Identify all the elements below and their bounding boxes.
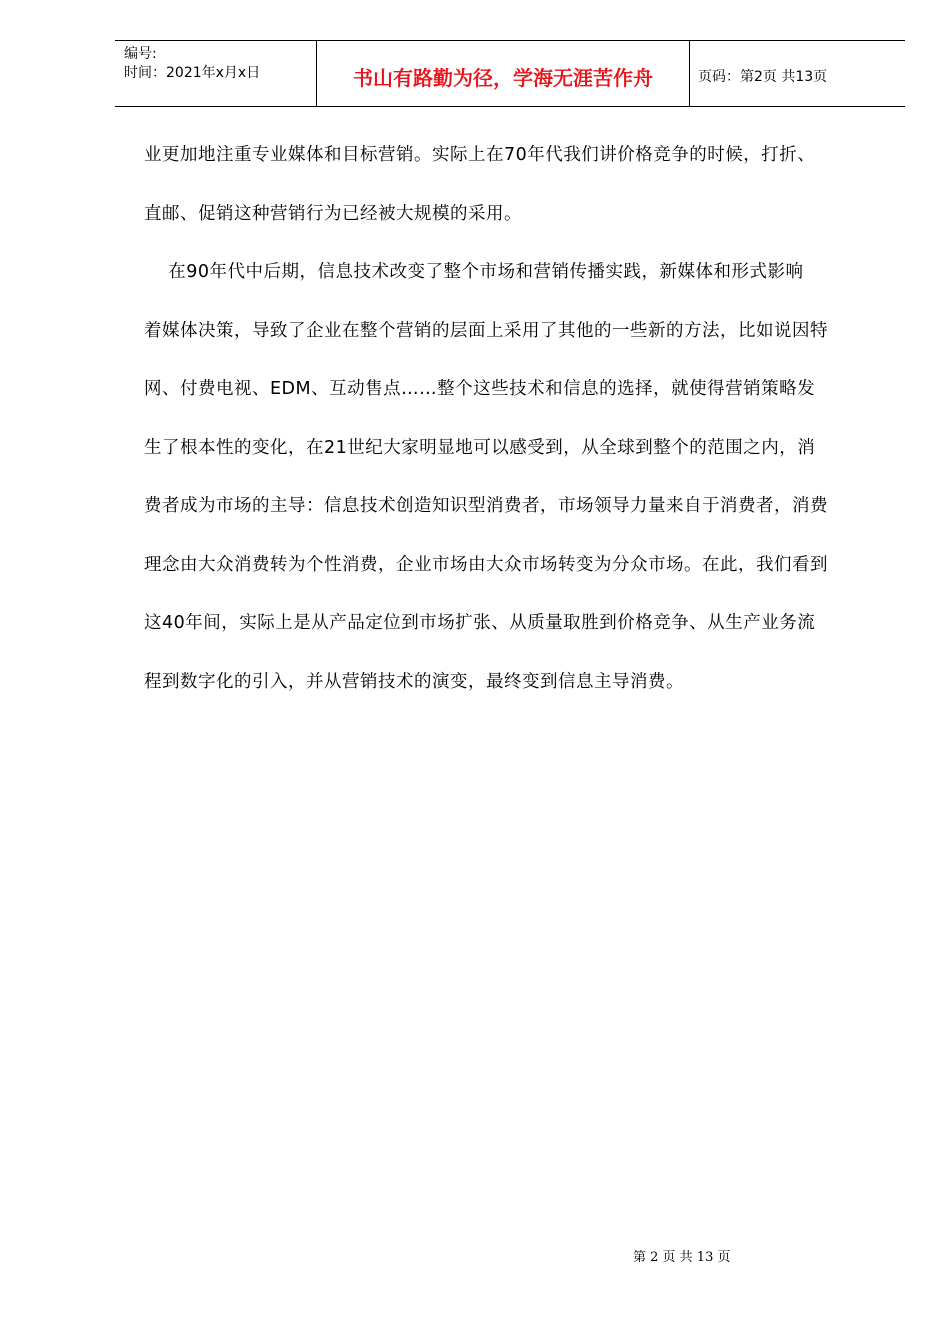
document-body (144, 126, 884, 711)
body-line: 业更加地注重专业媒体和目标营销。实际上在70年代我们讲价格竞争的时候，打折、 (144, 145, 816, 165)
body-line: 网、付费电视、EDM、互动售点……整个这些技术和信息的选择，就使得营销策略发 (144, 379, 816, 399)
body-line: 这40年间，实际上是从产品定位到市场扩张、从质量取胜到价格竞争、从生产业务流 (144, 613, 816, 633)
body-line: 着媒体决策，导致了企业在整个营销的层面上采用了其他的一些新的方法，比如说因特 (144, 320, 828, 341)
header-page-info: 页码：第2页 共13页 (698, 68, 828, 85)
page-footer: 第 2 页 共 13 页 (633, 1250, 731, 1265)
body-line: 理念由大众消费转为个性消费，企业市场由大众市场转变为分众市场。在此，我们看到 (144, 554, 828, 575)
document-number-label: 编号: (124, 46, 157, 62)
body-line: 生了根本性的变化，在21世纪大家明显地可以感受到，从全球到整个的范围之内，消 (144, 437, 816, 458)
header-motto: 书山有路勤为径，学海无涯苦作舟 (316, 41, 690, 106)
page-header (115, 40, 905, 107)
document-time-label: 时间：2021年x月x日 (124, 65, 261, 81)
body-line: 费者成为市场的主导：信息技术创造知识型消费者，市场领导力量来自于消费者，消费 (144, 496, 828, 516)
body-line: 程到数字化的引入，并从营销技术的演变，最终变到信息主导消费。 (144, 671, 684, 692)
body-line: 直邮、促销这种营销行为已经被大规模的采用。 (144, 203, 522, 224)
header-meta (115, 41, 316, 106)
body-line: 在90年代中后期，信息技术改变了整个市场和营销传播实践，新媒体和形式影响 (144, 262, 804, 282)
